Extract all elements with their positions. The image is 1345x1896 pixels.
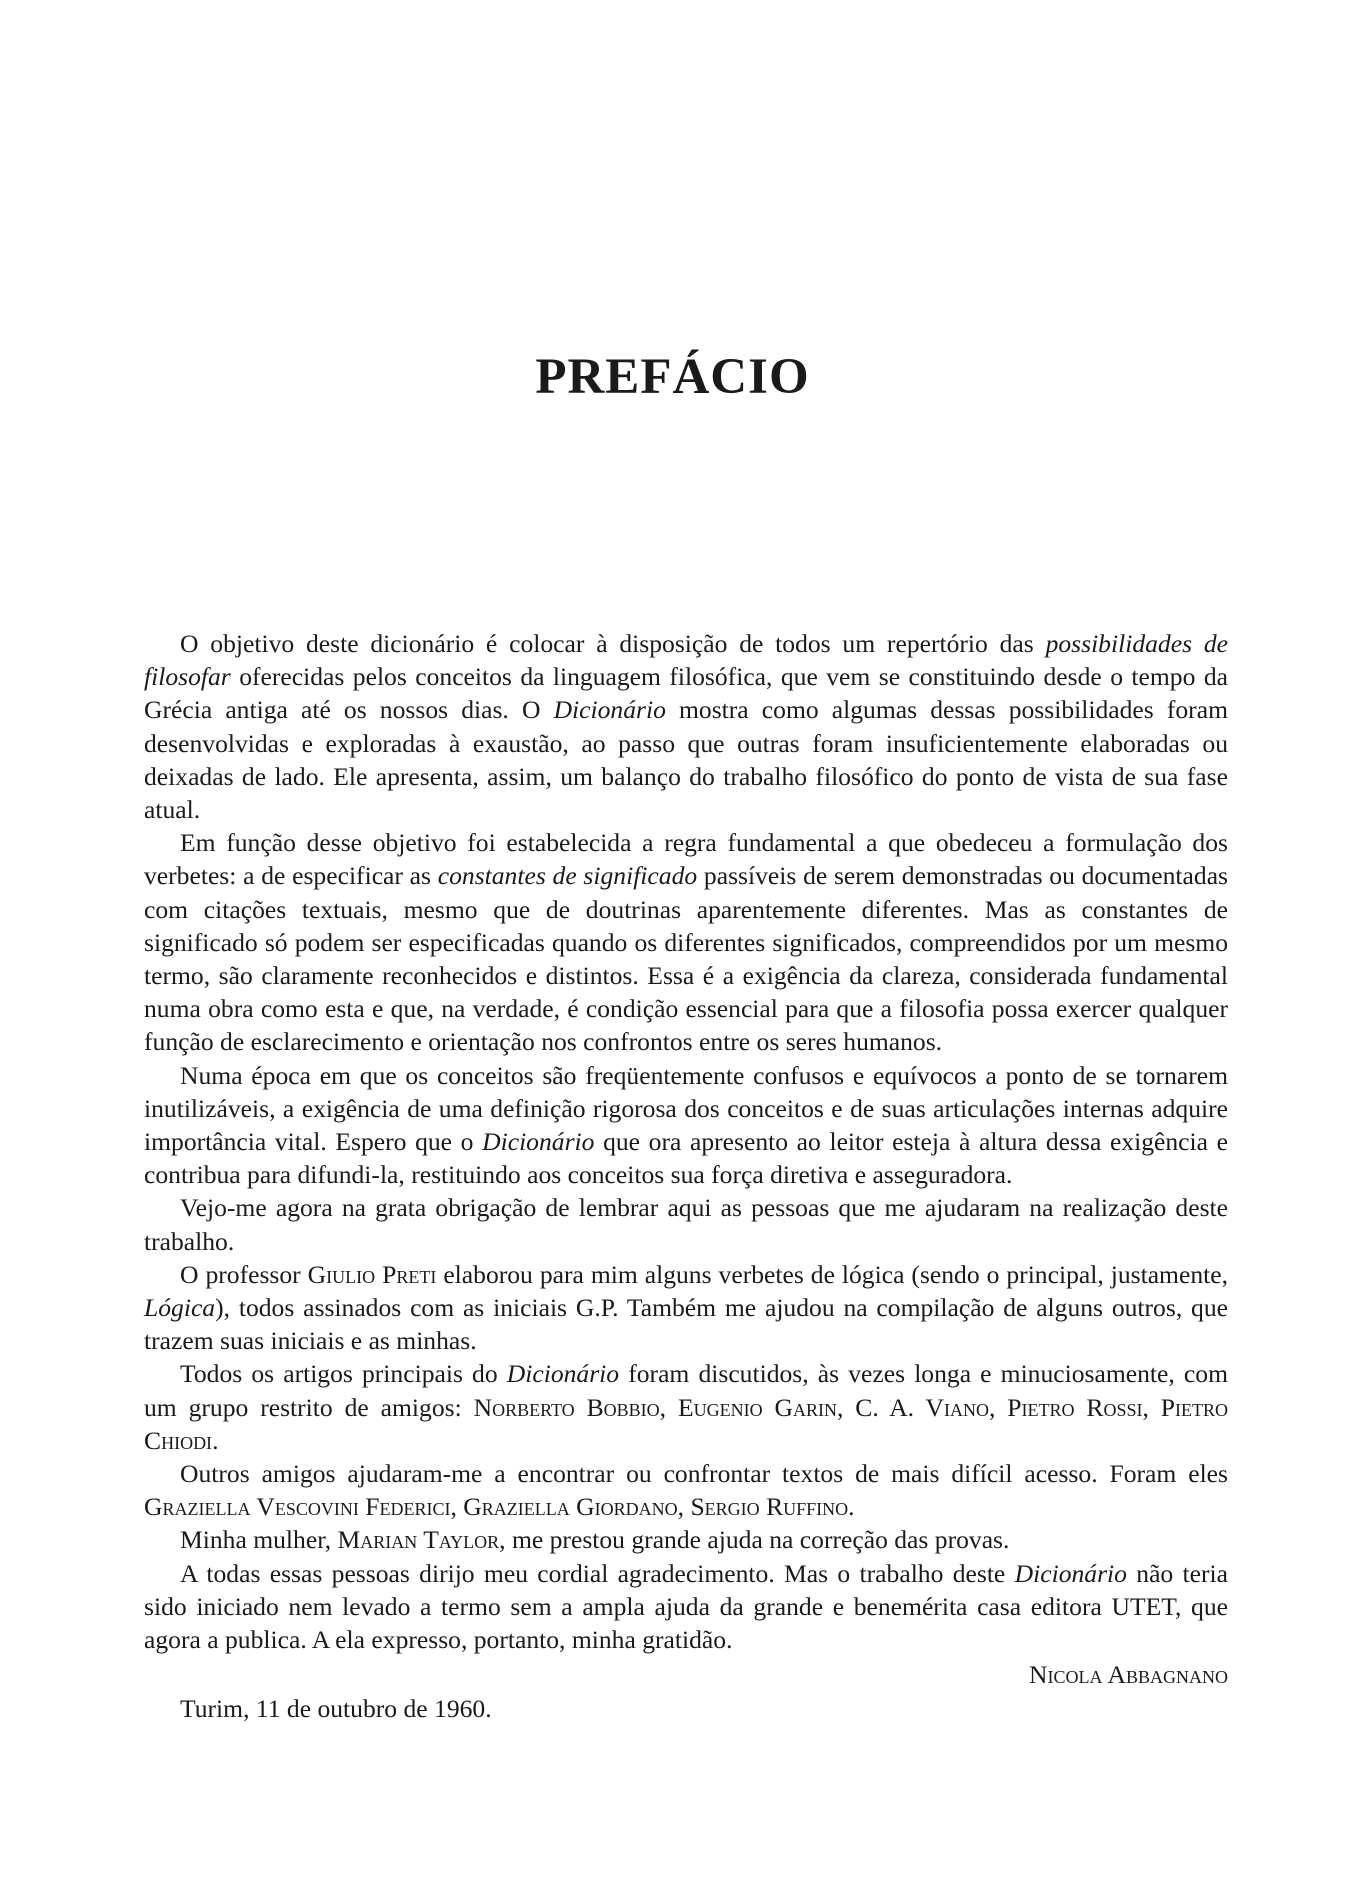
person-name: Sergio Ruffino [690,1492,849,1522]
person-name: Marian Taylor [337,1525,500,1555]
text-run: elaborou para mim alguns verbetes de lógica (sendo o principal, justamente, [436,1259,1228,1289]
text-run: O objetivo deste dicionário é colocar à disposição de todos um repertório das [180,629,1046,658]
italic-term: constantes de significado [437,861,698,891]
paragraph-6 [144,1357,1228,1457]
text-run: Outros amigos ajudaram-me a encontrar ou confrontar textos de mais difícil acesso. Foram eles [180,1459,1228,1489]
italic-title: Dicionário [482,1127,595,1157]
italic-term: possibilidades de filosofar [144,629,1228,692]
text-run: . [848,1492,855,1522]
paragraph-2 [144,826,1228,1058]
page-title: PREFÁCIO [535,349,810,405]
text-run: , [1142,1392,1161,1422]
text-run: que ora apresento ao leitor esteja à altura dessa exigência e contribua para difundi-la, restituindo aos conceitos sua força diretiva e asseguradora. [144,1127,1228,1190]
person-name: Eugenio Garin [677,1392,837,1422]
paragraph-1 [144,627,1228,826]
person-name: Pietro Chiodi [144,1392,1229,1455]
text-run: A todas essas pessoas dirijo meu cordial agradecimento. Mas o trabalho deste [180,1558,1015,1588]
text-run: , [836,1392,856,1422]
text-run: não teria sido iniciado nem levado a termo sem a ampla ajuda da grande e benemérita casa editora UTET, que agora a publica. A ela expresso, portanto, minha gratidão. [144,1558,1229,1655]
text-run: Em função desse objetivo foi estabelecida a regra fundamental a que obedeceu a formulação dos verbetes: a de especificar as [144,828,1228,891]
text-run: Todos os artigos principais do [180,1359,507,1389]
person-name: Graziella Vescovini Federici [144,1492,451,1522]
person-name: Norberto Bobbio [473,1392,660,1422]
text-run: . [212,1425,219,1455]
text-run: , [677,1492,691,1522]
person-name: Graziella Giordano [463,1492,678,1522]
text-run: mostra como algumas dessas possibilidades foram desenvolvidas e exploradas à exaustão, ao passo que outras foram insuficientemente elaboradas ou deixadas de lado. Ele apresenta, assim, um balanço do trabalho filosófico do ponto de vista de sua fase atual. [144,695,1228,825]
text-run: O professor [180,1259,308,1289]
place-date: Turim, 11 de outubro de 1960. [180,1693,492,1723]
person-name: Giulio Preti [307,1259,437,1289]
text-run: , [989,1392,1008,1422]
preface-body [144,627,1228,1725]
italic-title: Dicionário [553,695,666,725]
text-run: , [659,1392,678,1422]
person-name: Pietro Rossi [1007,1392,1143,1422]
text-run: ), todos assinados com as iniciais G.P. Também me ajudou na compilação de alguns outros, que trazem suas iniciais e as minhas. [144,1293,1228,1356]
person-name: C. A. Viano [855,1392,989,1422]
text-run: Numa época em que os conceitos são freqüentemente confusos e equívocos a ponto de se tornarem inutilizáveis, a exigência de uma definição rigorosa dos conceitos e de suas articulações internas adquire importância vital. Espero que o [144,1060,1228,1157]
paragraph-5 [144,1258,1228,1358]
text-run: , [450,1492,464,1522]
text-run: passíveis de serem demonstradas ou documentadas com citações textuais, mesmo que de doutrinas aparentemente diferentes. Mas as constantes de significado só podem ser especificadas quando os diferentes significados, compreendidos por um mesmo termo, são claramente reconhecidos e distintos. Essa é a exigência da clareza, considerada fundamental numa obra como esta e que, na verdade, é condição essencial para que a filosofia possa exercer qualquer função de esclarecimento e orientação nos confrontos entre os seres humanos. [144,861,1229,1057]
paragraph-7 [144,1457,1228,1523]
text-run: oferecidas pelos conceitos da linguagem filosófica, que vem se constituindo desde o tempo da Grécia antiga até os nossos dias. O [144,662,1228,725]
paragraph-8 [144,1523,1228,1556]
text-run: Vejo-me agora na grata obrigação de lembrar aqui as pessoas que me ajudaram na realização deste trabalho. [144,1193,1228,1256]
text-run: , me prestou grande ajuda na correção das provas. [499,1525,1010,1555]
paragraph-3 [144,1059,1228,1192]
text-run: foram discutidos, às vezes longa e minuciosamente, com um grupo restrito de amigos: [144,1359,1228,1422]
italic-title: Dicionário [1014,1558,1127,1588]
paragraph-4 [144,1191,1228,1257]
italic-title: Dicionário [506,1359,620,1389]
author-signature: Nicola Abbagnano [1029,1660,1228,1690]
paragraph-9 [144,1557,1228,1657]
text-run: Minha mulher, [180,1525,338,1555]
italic-term: Lógica [144,1293,216,1323]
